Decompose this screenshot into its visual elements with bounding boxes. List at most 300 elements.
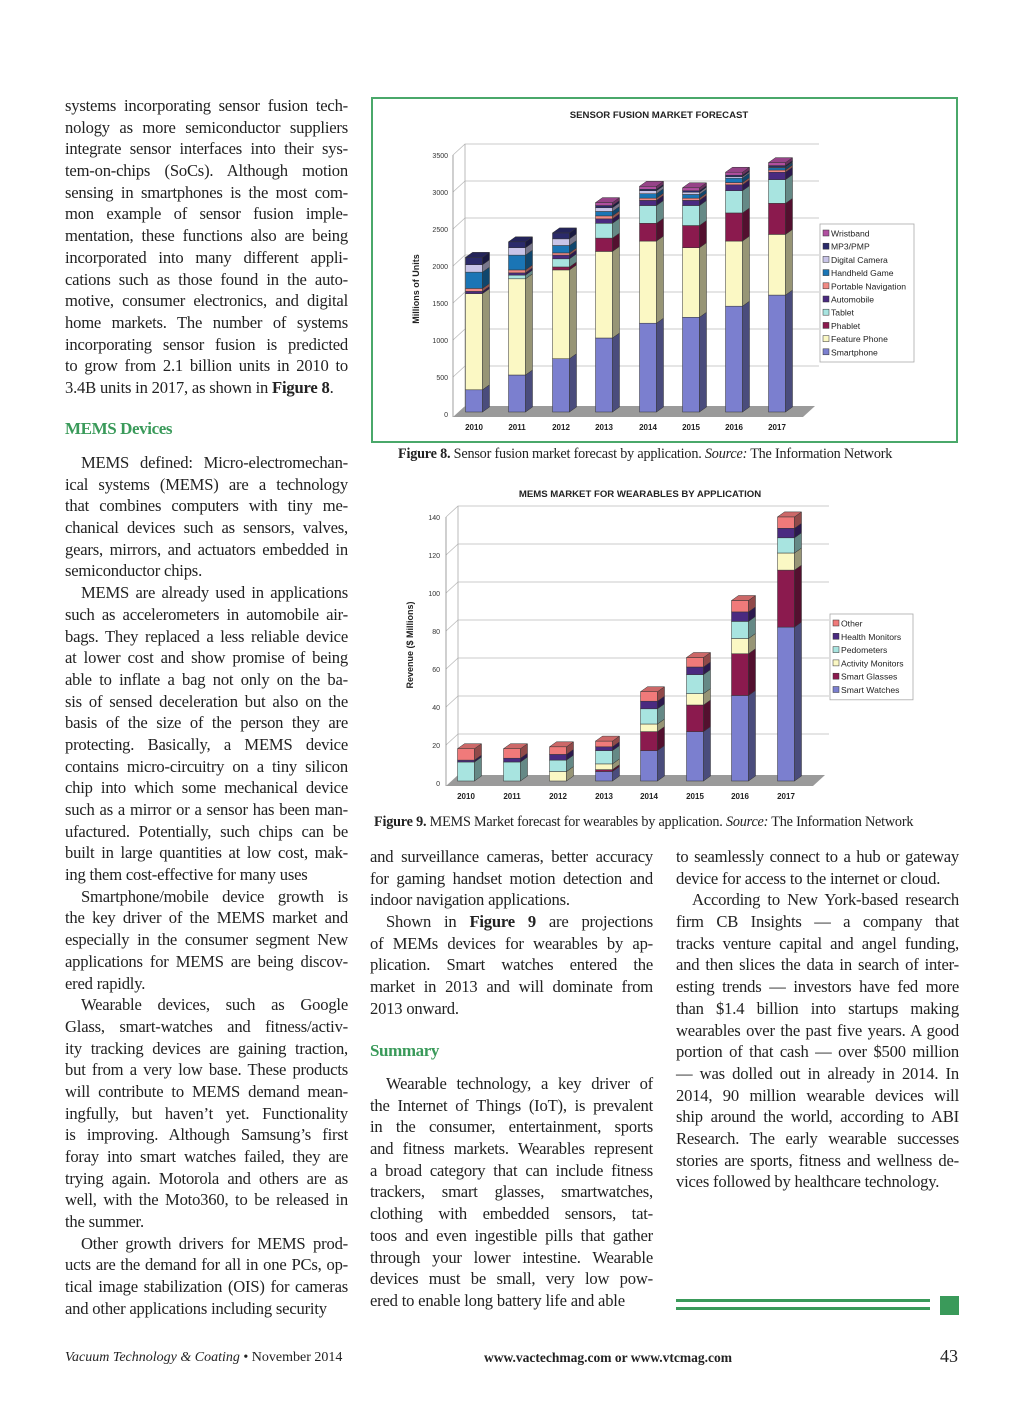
- mems-wearables-chart: [400, 480, 920, 810]
- bar-segment-smartphone: [726, 306, 743, 412]
- text-line: plication. Smart watches entered the: [370, 955, 653, 975]
- bar-side-smartphone: [786, 290, 793, 412]
- text-line: sensing in smartphones is the most com-: [65, 182, 348, 202]
- text-line: Research. The early wearable successes: [676, 1128, 959, 1148]
- bar-segment-smartphone: [509, 375, 526, 412]
- text-line: such as accelerometers in automobile air-: [65, 604, 348, 624]
- gridline: [446, 696, 829, 707]
- legend-label: Smartphone: [831, 347, 878, 358]
- gridline: [446, 658, 829, 669]
- bar-segment-feature-phone: [683, 248, 700, 318]
- gridline: [446, 544, 829, 555]
- bar-segment-smartphone: [466, 390, 483, 412]
- y-tick-label: 40: [432, 705, 440, 712]
- bar-segment-tablet: [553, 259, 570, 267]
- legend-swatch: [833, 687, 839, 693]
- bar-segment-phablet: [640, 223, 657, 241]
- bar-segment-health-monitors: [778, 528, 795, 538]
- bar-segment-health-monitors: [687, 667, 704, 675]
- text-line: ufactured. Potentially, such chips can be: [65, 821, 348, 841]
- bar-segment-other: [458, 749, 475, 760]
- bar-segment-smart-watches: [687, 732, 704, 781]
- column-3: [676, 846, 959, 1193]
- bar-segment-automobile: [466, 291, 483, 293]
- issue-date: November 2014: [251, 1350, 343, 1365]
- text-line: and fitness markets. Wearables represent: [370, 1139, 653, 1159]
- text-line: and then slices the data in search of inter-: [676, 955, 959, 975]
- text-line: 2014, 90 million wearable devices will: [676, 1085, 959, 1105]
- bar-segment-smart-glasses: [732, 654, 749, 696]
- bar-side-smartphone: [613, 333, 620, 412]
- text-line: the Internet of Things (IoT), is prevalent: [370, 1095, 653, 1115]
- caption-source: The Information Network: [747, 446, 893, 462]
- legend-label: Wristband: [831, 228, 870, 239]
- text-line: MEMS defined: Micro-electromechan-: [81, 453, 348, 472]
- bar-side-feature-phone: [657, 236, 664, 323]
- text-line: and other applications including security: [65, 1298, 327, 1318]
- bar-segment-pedometers: [641, 709, 658, 724]
- bar-segment-handheld-game: [769, 168, 786, 170]
- bar-segment-mp3-pmp: [509, 242, 526, 248]
- legend-label: Smart Glasses: [841, 671, 898, 682]
- x-tick-label: 2017: [777, 792, 795, 801]
- text-line: incorporating sensor fusion is predicted: [65, 334, 348, 354]
- legend-swatch: [823, 322, 829, 328]
- x-tick-label: 2015: [682, 423, 700, 432]
- text-line: indoor navigation applications.: [370, 890, 570, 910]
- y-tick-label: 1000: [432, 338, 448, 345]
- bar-segment-feature-phone: [509, 279, 526, 375]
- text-line: but from a very low base. These products: [65, 1060, 348, 1080]
- legend-label: Smart Watches: [841, 685, 900, 695]
- y-tick-label: 20: [432, 743, 440, 750]
- text-line: device for access to the internet or cloud.: [676, 868, 941, 888]
- y-tick-label: 2500: [432, 227, 448, 234]
- bar-side-smartphone: [743, 301, 750, 412]
- bar-segment-digital-camera: [640, 191, 657, 194]
- y-tick-label: 0: [436, 781, 440, 788]
- bar-side-smart-glasses: [795, 565, 802, 627]
- text-line: will contribute to MEMS demand mean-: [65, 1081, 348, 1101]
- bar-side-feature-phone: [743, 236, 750, 306]
- bar-segment-activity-monitors: [732, 639, 749, 654]
- bar-side-smart-watches: [749, 691, 756, 782]
- text-line: ered to enable long battery life and able: [370, 1290, 625, 1310]
- legend-swatch: [823, 336, 829, 342]
- bar-side-smart-glasses: [704, 700, 711, 732]
- text-line: gears, mirrors, and actuators embedded in: [65, 539, 348, 559]
- gridline: [446, 582, 829, 593]
- legend-label: Automobile: [831, 294, 874, 305]
- decorative-rule: [676, 1307, 930, 1310]
- legend-label: Phablet: [831, 320, 861, 331]
- bar-side-feature-phone: [526, 274, 533, 375]
- bar-segment-tablet: [683, 206, 700, 226]
- text-line: Wearable devices, such as Google: [81, 995, 348, 1015]
- footer-url: www.vactechmag.com or www.vtcmag.com: [484, 1350, 732, 1365]
- bar-segment-tablet: [769, 180, 786, 204]
- bar-segment-phablet: [769, 203, 786, 234]
- text-line: mentation, these functions also are being: [65, 226, 348, 246]
- bar-segment-phablet: [726, 213, 743, 241]
- bar-segment-other: [596, 741, 613, 747]
- bar-segment-wristband: [769, 163, 786, 166]
- x-tick-label: 2012: [549, 792, 567, 801]
- bar-segment-health-monitors: [732, 612, 749, 622]
- x-tick-label: 2013: [595, 423, 613, 432]
- y-tick-label: 0: [444, 412, 448, 419]
- bar-segment-feature-phone: [640, 241, 657, 323]
- bar-side-phablet: [743, 208, 750, 241]
- text-line: 2013 onward.: [370, 998, 459, 1018]
- text-line: ing them cost-effective for many uses: [65, 865, 308, 885]
- bar-segment-digital-camera: [553, 239, 570, 246]
- legend-swatch: [833, 633, 839, 639]
- legend-label: MP3/PMP: [831, 241, 870, 252]
- bullet: •: [243, 1350, 249, 1365]
- bar-segment-phablet: [683, 226, 700, 248]
- gridline: [446, 734, 829, 745]
- bar-segment-portable-navigation: [683, 198, 700, 200]
- text-line: market in 2013 and will dominate from: [370, 977, 653, 997]
- text-line: motive, consumer electronics, and digital: [65, 291, 348, 311]
- bar-segment-portable-navigation: [466, 288, 483, 291]
- text-line: sis of sensed deceleration but also on the: [65, 691, 348, 711]
- bar-side-smart-glasses: [749, 649, 756, 696]
- text-line: contains micro-circuitry on a tiny silicon: [65, 756, 348, 776]
- bar-segment-automobile: [596, 219, 613, 223]
- text-line: to seamlessly connect to a hub or gateway: [676, 847, 959, 866]
- text-line: esting trends — investors have fed more: [676, 977, 959, 997]
- bar-segment-automobile: [553, 255, 570, 259]
- text-line: cations such as those found in the auto-: [65, 269, 348, 289]
- bar-segment-smart-watches: [778, 627, 795, 781]
- bar-segment-phablet: [553, 267, 570, 270]
- chart-floor: [453, 406, 815, 417]
- bar-segment-other: [732, 601, 749, 612]
- bar-segment-pedometers: [732, 621, 749, 638]
- text-line: firm CB Insights — a company that: [676, 912, 959, 932]
- text-line: ical systems (MEMS) are a technology: [65, 474, 348, 494]
- bar-segment-smartphone: [553, 359, 570, 412]
- bar-segment-other: [687, 658, 704, 668]
- bar-segment-smart-glasses: [641, 732, 658, 751]
- gridline: [453, 181, 819, 192]
- caption-text: MEMS Market forecast for wearables by application.: [426, 814, 726, 830]
- text-line: able to inflate a bag not only on the ba-: [65, 669, 348, 689]
- text-line: protecting. Basically, a MEMS device: [65, 734, 348, 754]
- decorative-rule: [676, 1299, 930, 1302]
- bar-segment-automobile: [683, 200, 700, 205]
- text-line: According to New York-based research: [692, 890, 959, 910]
- legend-swatch: [823, 283, 829, 289]
- y-tick-label: 60: [432, 667, 440, 674]
- text-line: chanical devices such as sensors, valves,: [65, 518, 348, 538]
- bar-segment-smartphone: [683, 317, 700, 412]
- x-tick-label: 2010: [457, 792, 475, 801]
- x-tick-label: 2017: [768, 423, 786, 432]
- text-line: trackers, smart glasses, smartwatches,: [370, 1182, 653, 1202]
- text-line: in the consumer, entertainment, sports: [370, 1117, 653, 1137]
- heading-mems-devices: MEMS Devices: [65, 419, 173, 438]
- legend-swatch: [833, 673, 839, 679]
- legend-swatch: [823, 296, 829, 302]
- column-1-bottom: [65, 452, 348, 1320]
- x-tick-label: 2010: [465, 423, 483, 432]
- bar-segment-activity-monitors: [641, 724, 658, 732]
- figure-9-caption: [374, 814, 913, 831]
- gridline: [453, 218, 819, 229]
- text-line: than $1.4 billion into startups making: [676, 998, 959, 1018]
- bar-segment-feature-phone: [466, 294, 483, 390]
- text-line: Glass, smart-watches and fitness/activ-: [65, 1016, 348, 1036]
- text-line: basis of the size of the person they are: [65, 713, 348, 733]
- text-line: semiconductor chips.: [65, 561, 203, 581]
- text-line: is improving. Although Samsung’s first: [65, 1125, 348, 1145]
- legend-label: Health Monitors: [841, 631, 902, 642]
- text-line: Other growth drivers for MEMS prod-: [81, 1233, 348, 1253]
- legend-swatch: [833, 647, 839, 653]
- caption-text: Sensor fusion market forecast by application.: [450, 446, 705, 462]
- bar-side-smartphone: [657, 318, 664, 412]
- text-line: 3.4B units in 2017, as shown in Figure 8.: [65, 377, 334, 397]
- bar-segment-smart-watches: [732, 696, 749, 782]
- text-line: bags. They replaced a less reliable device: [65, 626, 348, 646]
- text-line: home markets. The number of systems: [65, 312, 348, 332]
- text-line: Wearable technology, a key driver of: [386, 1074, 653, 1093]
- text-line: incorporated into many different appli-: [65, 247, 348, 267]
- bar-segment-digital-camera: [683, 192, 700, 194]
- bar-segment-automobile: [726, 185, 743, 191]
- bar-segment-health-monitors: [596, 747, 613, 751]
- text-line: nology as more semiconductor suppliers: [65, 117, 348, 137]
- bar-segment-other: [550, 747, 567, 755]
- caption-source-label: Source:: [725, 814, 769, 830]
- bar-segment-portable-navigation: [640, 198, 657, 200]
- text-line: clothing with embedded sensors, tat-: [370, 1204, 653, 1224]
- bar-segment-health-monitors: [458, 760, 475, 762]
- bar-side-feature-phone: [613, 246, 620, 338]
- bar-segment-handheld-game: [596, 211, 613, 215]
- gridline: [453, 329, 819, 340]
- legend-swatch: [823, 309, 829, 315]
- text-line: built in large quantities at low cost, mak-: [65, 843, 348, 863]
- legend-swatch: [823, 349, 829, 355]
- text-line: Shown in Figure 9 are projections: [386, 912, 653, 932]
- caption-label: Figure 8.: [398, 446, 451, 462]
- text-line: — was dolled out in already in 2014. In: [676, 1063, 959, 1083]
- y-tick-label: 100: [428, 591, 440, 598]
- bar-segment-smartphone: [769, 295, 786, 412]
- bar-side-feature-phone: [483, 289, 490, 390]
- gridline: [446, 620, 829, 631]
- bar-segment-activity-monitors: [778, 553, 795, 570]
- bar-segment-portable-navigation: [769, 170, 786, 172]
- legend-label: Tablet: [831, 307, 854, 318]
- text-line: and surveillance cameras, better accuracy: [370, 847, 653, 866]
- bar-segment-health-monitors: [504, 758, 521, 762]
- text-line: through your lower intestine. Wearable: [370, 1247, 653, 1267]
- legend-label: Other: [841, 618, 863, 629]
- bar-segment-feature-phone: [726, 241, 743, 306]
- bar-segment-smart-glasses: [596, 770, 613, 772]
- bar-segment-pedometers: [504, 762, 521, 781]
- legend-swatch: [823, 256, 829, 262]
- x-tick-label: 2011: [503, 792, 521, 801]
- text-line: Smartphone/mobile device growth is: [81, 886, 348, 906]
- text-line: vices followed by healthcare technology.: [676, 1172, 940, 1192]
- text-line: chip into which some mechanical device: [65, 778, 348, 798]
- bar-side-smart-watches: [795, 622, 802, 781]
- bar-segment-smart-watches: [641, 751, 658, 781]
- chart-floor: [446, 775, 825, 786]
- bar-segment-pedometers: [687, 675, 704, 694]
- column-1-top: [65, 95, 348, 399]
- bar-segment-smart-watches: [596, 772, 613, 782]
- bar-segment-smart-glasses: [778, 570, 795, 627]
- y-tick-label: 120: [428, 553, 440, 560]
- text-line: portion of that cash — over $500 million: [676, 1042, 959, 1062]
- bar-segment-portable-navigation: [509, 270, 526, 273]
- text-line: for gaming handset motion detection and: [370, 868, 653, 888]
- text-line: ity tracking devices are gaining traction,: [65, 1038, 348, 1058]
- bar-segment-handheld-game: [509, 255, 526, 270]
- y-tick-label: 140: [428, 515, 440, 522]
- bar-segment-digital-camera: [466, 265, 483, 272]
- legend-label: Portable Navigation: [831, 281, 907, 292]
- text-line: ered rapidly.: [65, 973, 146, 993]
- bar-segment-health-monitors: [550, 754, 567, 760]
- text-line: tracks venture capital and angel funding,: [676, 933, 959, 953]
- gridline: [453, 292, 819, 303]
- figure-8-caption: [398, 446, 892, 463]
- y-tick-label: 1500: [432, 301, 448, 308]
- x-tick-label: 2016: [725, 423, 743, 432]
- bar-side-smartphone: [700, 312, 707, 412]
- text-line: stories are sports, fitness and wellness de-: [676, 1150, 959, 1170]
- bar-segment-portable-navigation: [726, 183, 743, 185]
- bar-segment-other: [778, 517, 795, 528]
- bar-segment-activity-monitors: [687, 694, 704, 705]
- legend-swatch: [823, 243, 829, 249]
- gridline: [453, 255, 819, 266]
- x-tick-label: 2013: [595, 792, 613, 801]
- bar-segment-digital-camera: [509, 248, 526, 255]
- bar-segment-automobile: [640, 200, 657, 205]
- bar-segment-tablet: [726, 191, 743, 213]
- bar-segment-handheld-game: [553, 246, 570, 253]
- legend-label: Pedometers: [841, 645, 888, 656]
- text-line: systems incorporating sensor fusion tech-: [65, 96, 348, 115]
- heading-summary: Summary: [370, 1041, 439, 1060]
- bar-side-smartphone: [526, 370, 533, 412]
- text-line: trying again. Motorola and others are as: [65, 1168, 348, 1188]
- x-tick-label: 2014: [640, 792, 658, 801]
- legend-swatch: [823, 230, 829, 236]
- bar-segment-feature-phone: [596, 251, 613, 338]
- bar-segment-smartphone: [596, 338, 613, 412]
- text-line: toos and even ingestible pills that gather: [370, 1225, 653, 1245]
- bar-segment-health-monitors: [641, 701, 658, 709]
- x-tick-label: 2014: [639, 423, 657, 432]
- text-line: ingfully, but haven’t yet. Functionality: [65, 1103, 348, 1123]
- bar-side-feature-phone: [570, 265, 577, 359]
- bar-segment-tablet: [640, 206, 657, 224]
- bar-segment-wristband: [640, 186, 657, 189]
- legend-label: Digital Camera: [831, 254, 888, 265]
- bar-segment-tablet: [509, 275, 526, 279]
- text-line: such as a mirror or a sensor has been man-: [65, 800, 348, 819]
- y-tick-label: 500: [436, 375, 448, 382]
- legend-label: Feature Phone: [831, 334, 888, 345]
- legend-swatch: [833, 660, 839, 666]
- bar-segment-mp3-pmp: [553, 233, 570, 239]
- caption-label: Figure 9.: [374, 814, 427, 830]
- bar-segment-handheld-game: [640, 194, 657, 198]
- bar-segment-smartphone: [640, 323, 657, 412]
- x-tick-label: 2015: [686, 792, 704, 801]
- text-line: of MEMs devices for wearables by ap-: [370, 933, 653, 953]
- text-line: the key driver of the MEMS market and: [65, 908, 348, 928]
- text-line: at lower cost and show promise of being: [65, 648, 348, 668]
- text-line: that combines computers with tiny me-: [65, 496, 348, 516]
- text-line: ship around the world, according to ABI: [676, 1107, 959, 1127]
- bar-segment-other: [504, 749, 521, 759]
- bar-side-feature-phone: [700, 243, 707, 318]
- text-line: well, with the Moto360, to be released in: [65, 1190, 348, 1210]
- bar-segment-portable-navigation: [596, 216, 613, 219]
- bar-side-smartphone: [570, 354, 577, 412]
- bar-side-phablet: [786, 198, 793, 234]
- bar-segment-wristband: [596, 203, 613, 206]
- y-axis-label: Revenue ($ Millions): [405, 601, 415, 689]
- text-line: tical image stabilization (OIS) for cameras: [65, 1277, 348, 1297]
- bar-segment-digital-camera: [596, 208, 613, 212]
- text-line: wearables over the past five years. A good: [676, 1020, 959, 1040]
- bar-segment-tablet: [596, 223, 613, 238]
- bar-segment-feature-phone: [769, 234, 786, 295]
- bar-segment-feature-phone: [553, 270, 570, 359]
- bar-segment-other: [641, 692, 658, 702]
- gridline: [453, 144, 819, 155]
- bar-segment-automobile: [509, 273, 526, 275]
- chart-title: SENSOR FUSION MARKET FORECAST: [569, 110, 749, 121]
- legend-label: Handheld Game: [831, 268, 894, 279]
- text-line: a broad category that can include fitness: [370, 1160, 653, 1180]
- legend-swatch: [833, 620, 839, 626]
- bar-segment-pedometers: [596, 751, 613, 764]
- bar-segment-wristband: [683, 188, 700, 191]
- bar-segment-wristband: [726, 172, 743, 175]
- legend-label: Activity Monitors: [841, 658, 904, 669]
- bar-segment-activity-monitors: [596, 764, 613, 770]
- footer-publication: [65, 1350, 342, 1366]
- text-line: especially in the consumer segment New: [65, 930, 348, 950]
- y-tick-label: 3500: [432, 153, 448, 160]
- bar-segment-pedometers: [550, 760, 567, 771]
- text-line: the summer.: [65, 1212, 144, 1232]
- publication-name: Vacuum Technology & Coating: [65, 1350, 240, 1365]
- text-line: MEMS are already used in applications: [81, 583, 348, 603]
- bar-segment-pedometers: [458, 762, 475, 781]
- column-2-top: [370, 846, 653, 1020]
- x-tick-label: 2012: [552, 423, 570, 432]
- bar-side-smart-watches: [658, 746, 665, 781]
- caption-source: The Information Network: [768, 814, 914, 830]
- text-line: ucts are the demand for all in one PCs, op-: [65, 1255, 348, 1275]
- text-line: to grow from 2.1 billion units in 2010 to: [65, 356, 348, 376]
- y-tick-label: 3000: [432, 190, 448, 197]
